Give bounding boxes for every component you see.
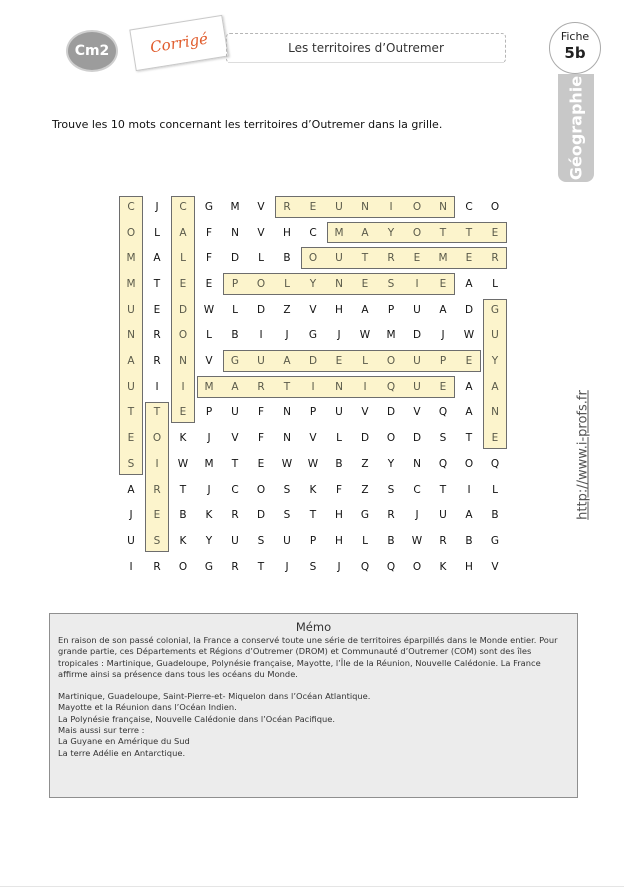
grid-letter: O: [178, 560, 188, 573]
grid-letter: U: [413, 380, 421, 393]
grid-letter: F: [205, 252, 213, 265]
grid-letter: D: [360, 432, 370, 445]
grid-letter: S: [387, 483, 395, 496]
grid-letter: B: [465, 534, 473, 547]
grid-letter: V: [257, 200, 265, 213]
memo-line: La terre Adélie en Antarctique.: [58, 747, 186, 758]
grid-letter: L: [232, 303, 238, 316]
grid-letter: N: [361, 200, 369, 213]
grid-letter: N: [283, 432, 291, 445]
grid-letter: T: [439, 483, 447, 496]
grid-letter: Q: [360, 560, 370, 573]
grid-letter: C: [127, 200, 135, 213]
grid-letter: I: [467, 483, 471, 496]
grid-letter: M: [126, 277, 136, 290]
grid-letter: D: [464, 303, 474, 316]
grid-letter: I: [415, 277, 419, 290]
grid-letter: M: [126, 252, 136, 265]
grid-letter: M: [204, 380, 214, 393]
grid-letter: B: [231, 329, 239, 342]
grid-letter: N: [335, 277, 343, 290]
grid-letter: M: [386, 329, 396, 342]
grid-letter: U: [257, 355, 265, 368]
grid-letter: T: [465, 432, 473, 445]
grid-letter: N: [231, 226, 239, 239]
grid-letter: O: [412, 226, 422, 239]
grid-letter: I: [389, 200, 393, 213]
grid-letter: V: [361, 406, 369, 419]
grid-letter: L: [154, 226, 160, 239]
grid-letter: R: [231, 560, 239, 573]
grid-letter: E: [491, 226, 499, 239]
grid-letter: N: [491, 406, 499, 419]
grid-letter: L: [284, 277, 290, 290]
grid-letter: U: [127, 380, 135, 393]
grid-letter: E: [179, 277, 187, 290]
grid-letter: O: [178, 329, 188, 342]
grid-letter: E: [153, 509, 161, 522]
memo-line: Martinique, Guadeloupe, Saint-Pierre-et- Miquelon dans l’Océan Atlantique.: [58, 691, 371, 702]
grid-letter: E: [309, 200, 317, 213]
grid-letter: E: [413, 252, 421, 265]
grid-letter: E: [179, 406, 187, 419]
grid-letter: B: [283, 252, 291, 265]
grid-letter: S: [309, 560, 317, 573]
grid-letter: M: [334, 226, 344, 239]
grid-letter: Z: [361, 483, 369, 496]
grid-letter: W: [177, 457, 189, 470]
grid-letter: J: [207, 483, 211, 496]
grid-letter: S: [387, 277, 395, 290]
grid-letter: E: [465, 252, 473, 265]
memo-line: La Polynésie française, Nouvelle Calédonie dans l’Océan Pacifique.: [58, 713, 336, 724]
grid-letter: U: [413, 303, 421, 316]
grid-letter: V: [205, 355, 213, 368]
grid-letter: H: [335, 509, 343, 522]
grid-letter: S: [153, 534, 161, 547]
grid-letter: I: [363, 380, 367, 393]
grid-letter: O: [464, 457, 474, 470]
grid-letter: T: [439, 226, 447, 239]
grid-letter: I: [311, 380, 315, 393]
grid-letter: A: [465, 509, 473, 522]
grid-letter: E: [153, 303, 161, 316]
grid-letter: S: [283, 509, 291, 522]
grid-letter: Z: [361, 457, 369, 470]
grid-letter: E: [335, 355, 343, 368]
grid-letter: G: [490, 303, 500, 316]
grid-letter: W: [411, 534, 423, 547]
grid-letter: U: [127, 534, 135, 547]
grid-letter: R: [153, 329, 161, 342]
grid-letter: W: [307, 457, 319, 470]
grid-letter: J: [129, 509, 133, 522]
grid-letter: A: [231, 380, 239, 393]
grid-letter: D: [230, 252, 240, 265]
grid-letter: S: [439, 432, 447, 445]
grid-letter: K: [439, 560, 447, 573]
grid-letter: U: [127, 303, 135, 316]
grid-letter: U: [335, 200, 343, 213]
grid-letter: D: [256, 303, 266, 316]
grid-letter: G: [230, 355, 240, 368]
grid-letter: V: [491, 560, 499, 573]
grid-letter: V: [231, 432, 239, 445]
grid-letter: E: [439, 277, 447, 290]
grid-letter: G: [308, 329, 318, 342]
grid-letter: A: [465, 406, 473, 419]
grid-letter: R: [153, 355, 161, 368]
grid-letter: R: [283, 200, 291, 213]
grid-letter: L: [180, 252, 186, 265]
grid-letter: Q: [386, 560, 396, 573]
grid-letter: O: [490, 200, 500, 213]
grid-letter: W: [463, 329, 475, 342]
grid-letter: K: [179, 534, 187, 547]
grid-letter: T: [153, 406, 161, 419]
grid-letter: W: [203, 303, 215, 316]
grid-letter: W: [359, 329, 371, 342]
grid-letter: U: [335, 252, 343, 265]
grid-letter: T: [361, 252, 369, 265]
memo-line: Mais aussi sur terre :: [58, 725, 145, 736]
fiche-badge: [549, 22, 601, 74]
grid-letter: A: [179, 226, 187, 239]
grid-letter: C: [413, 483, 421, 496]
grid-letter: E: [257, 457, 265, 470]
grid-letter: J: [337, 329, 341, 342]
corrige-label: Corrigé: [148, 29, 210, 57]
grid-letter: A: [283, 355, 291, 368]
grid-letter: Q: [438, 406, 448, 419]
grid-letter: D: [386, 406, 396, 419]
grid-letter: F: [335, 483, 343, 496]
grid-letter: R: [387, 509, 395, 522]
grid-letter: M: [438, 252, 448, 265]
grid-letter: L: [258, 252, 264, 265]
grid-letter: U: [283, 534, 291, 547]
grid-letter: H: [283, 226, 291, 239]
grid-letter: U: [231, 406, 239, 419]
grid-letter: L: [206, 329, 212, 342]
grid-letter: E: [361, 277, 369, 290]
grid-letter: E: [205, 277, 213, 290]
grid-letter: S: [127, 457, 135, 470]
grid-letter: T: [153, 277, 161, 290]
grid-letter: U: [335, 406, 343, 419]
grid-letter: D: [178, 303, 188, 316]
grid-letter: A: [491, 380, 499, 393]
grid-letter: G: [490, 534, 500, 547]
grid-letter: K: [179, 432, 187, 445]
grid-letter: P: [205, 406, 213, 419]
grid-letter: V: [413, 406, 421, 419]
grid-letter: E: [127, 432, 135, 445]
subject-label: Géographie: [566, 75, 586, 181]
grid-letter: Y: [387, 457, 395, 470]
corrige-stamp: [129, 15, 228, 71]
grid-letter: Q: [438, 457, 448, 470]
grid-letter: T: [127, 406, 135, 419]
grid-letter: D: [256, 509, 266, 522]
grid-letter: B: [491, 509, 499, 522]
grid-letter: O: [152, 432, 162, 445]
memo-title: Mémo: [295, 620, 332, 634]
grid-letter: A: [361, 226, 369, 239]
grid-letter: O: [308, 252, 318, 265]
grid-letter: I: [155, 380, 159, 393]
memo-box: [49, 613, 578, 798]
grid-letter: F: [257, 406, 265, 419]
grid-letter: W: [281, 457, 293, 470]
grid-letter: F: [257, 432, 265, 445]
grid-letter: J: [337, 560, 341, 573]
grid-letter: O: [386, 432, 396, 445]
instruction-text: Trouve les 10 mots concernant les territoires d’Outremer dans la grille.: [52, 118, 443, 131]
grid-letter: O: [126, 226, 136, 239]
grid-letter: H: [335, 534, 343, 547]
grid-letter: N: [127, 329, 135, 342]
grid-letter: T: [231, 457, 239, 470]
grid-letter: E: [491, 432, 499, 445]
grid-letter: D: [412, 432, 422, 445]
grid-letter: R: [387, 252, 395, 265]
grid-letter: H: [465, 560, 473, 573]
grid-letter: B: [179, 509, 187, 522]
grid-letter: O: [386, 355, 396, 368]
grid-letter: N: [283, 406, 291, 419]
grid-letter: U: [231, 534, 239, 547]
grid-letter: S: [283, 483, 291, 496]
grid-letter: V: [309, 303, 317, 316]
grid-letter: J: [441, 329, 445, 342]
grid-letter: Y: [205, 534, 213, 547]
grid-letter: F: [205, 226, 213, 239]
memo-line: La Guyane en Amérique du Sud: [58, 736, 190, 747]
grid-letter: U: [491, 329, 499, 342]
grid-letter: A: [439, 303, 447, 316]
grid-letter: N: [179, 355, 187, 368]
grid-letter: P: [309, 406, 317, 419]
grid-letter: O: [256, 483, 266, 496]
grid-letter: C: [179, 200, 187, 213]
grid-letter: J: [285, 560, 289, 573]
grid-letter: O: [412, 560, 422, 573]
grid-letter: V: [309, 432, 317, 445]
grid-letter: J: [415, 509, 419, 522]
grid-letter: J: [155, 200, 159, 213]
grid-letter: C: [231, 483, 239, 496]
grid-letter: D: [412, 329, 422, 342]
grid-letter: D: [308, 355, 318, 368]
grid-letter: A: [465, 380, 473, 393]
level-badge: Cm2: [66, 30, 118, 72]
grid-letter: L: [362, 355, 368, 368]
grid-letter: P: [309, 534, 317, 547]
grid-letter: C: [465, 200, 473, 213]
grid-letter: R: [491, 252, 499, 265]
grid-letter: E: [439, 380, 447, 393]
grid-letter: O: [412, 200, 422, 213]
grid-letter: I: [259, 329, 263, 342]
fiche-label: Fiche: [560, 30, 590, 43]
grid-letter: T: [309, 509, 317, 522]
grid-letter: Y: [491, 355, 499, 368]
grid-letter: A: [127, 483, 135, 496]
grid-letter: R: [257, 380, 265, 393]
grid-letter: V: [257, 226, 265, 239]
grid-letter: N: [335, 380, 343, 393]
grid-letter: C: [309, 226, 317, 239]
title-underline: [228, 62, 504, 63]
grid-letter: A: [127, 355, 135, 368]
grid-letter: J: [207, 432, 211, 445]
grid-letter: T: [283, 380, 291, 393]
grid-letter: Q: [490, 457, 500, 470]
grid-letter: K: [205, 509, 213, 522]
grid-letter: M: [230, 200, 240, 213]
grid-letter: A: [153, 252, 161, 265]
memo-paragraph: En raison de son passé colonial, la France a conservé toute une série de territoires éparpillés dans le Monde entier. Pour grande partie, ces Départements et Régions d’Outremer (DROM) et Communauté d’Outremer (COM) sont des îles tropicales : Martinique, Guadeloupe, Polynésie française, Mayotte, l’Île de la Réunion, Nouvelle Calédonie. La France affirme ainsi sa présence dans tous les océans du Monde.: [58, 635, 558, 679]
grid-letter: T: [465, 226, 473, 239]
grid-letter: G: [204, 200, 214, 213]
grid-letter: H: [335, 303, 343, 316]
grid-letter: T: [257, 560, 265, 573]
grid-letter: S: [257, 534, 265, 547]
grid-letter: N: [439, 200, 447, 213]
grid-letter: K: [309, 483, 317, 496]
footer-divider: [0, 886, 624, 887]
grid-letter: Y: [387, 226, 395, 239]
grid-letter: B: [387, 534, 395, 547]
grid-letter: L: [362, 534, 368, 547]
grid-letter: R: [439, 534, 447, 547]
grid-letter: Q: [386, 380, 396, 393]
grid-letter: P: [387, 303, 395, 316]
grid-letter: L: [336, 432, 342, 445]
site-url-link[interactable]: http://www.i-profs.fr: [575, 390, 591, 520]
grid-letter: R: [231, 509, 239, 522]
grid-letter: B: [335, 457, 343, 470]
grid-letter: N: [413, 457, 421, 470]
grid-letter: T: [179, 483, 187, 496]
fiche-number: 5b: [564, 44, 586, 62]
grid-letter: I: [181, 380, 185, 393]
grid-letter: E: [465, 355, 473, 368]
grid-letter: L: [492, 483, 498, 496]
grid-letter: Y: [309, 277, 317, 290]
grid-letter: M: [204, 457, 214, 470]
grid-letter: L: [492, 277, 498, 290]
grid-letter: A: [465, 277, 473, 290]
word-search-grid: [118, 194, 516, 579]
grid-letter: O: [256, 277, 266, 290]
grid-letter: J: [285, 329, 289, 342]
grid-letter: R: [153, 483, 161, 496]
grid-letter: U: [439, 509, 447, 522]
grid-letter: U: [413, 355, 421, 368]
grid-letter: G: [360, 509, 370, 522]
grid-letter: R: [153, 560, 161, 573]
grid-letter: G: [204, 560, 214, 573]
grid-letter: Z: [283, 303, 291, 316]
grid-letter: I: [129, 560, 133, 573]
grid-letter: P: [439, 355, 447, 368]
grid-letter: I: [155, 457, 159, 470]
grid-letter: A: [361, 303, 369, 316]
memo-line: Mayotte et la Réunion dans l’Océan Indien.: [58, 702, 237, 713]
grid-letter: P: [231, 277, 239, 290]
page-title: Les territoires d’Outremer: [226, 33, 506, 63]
